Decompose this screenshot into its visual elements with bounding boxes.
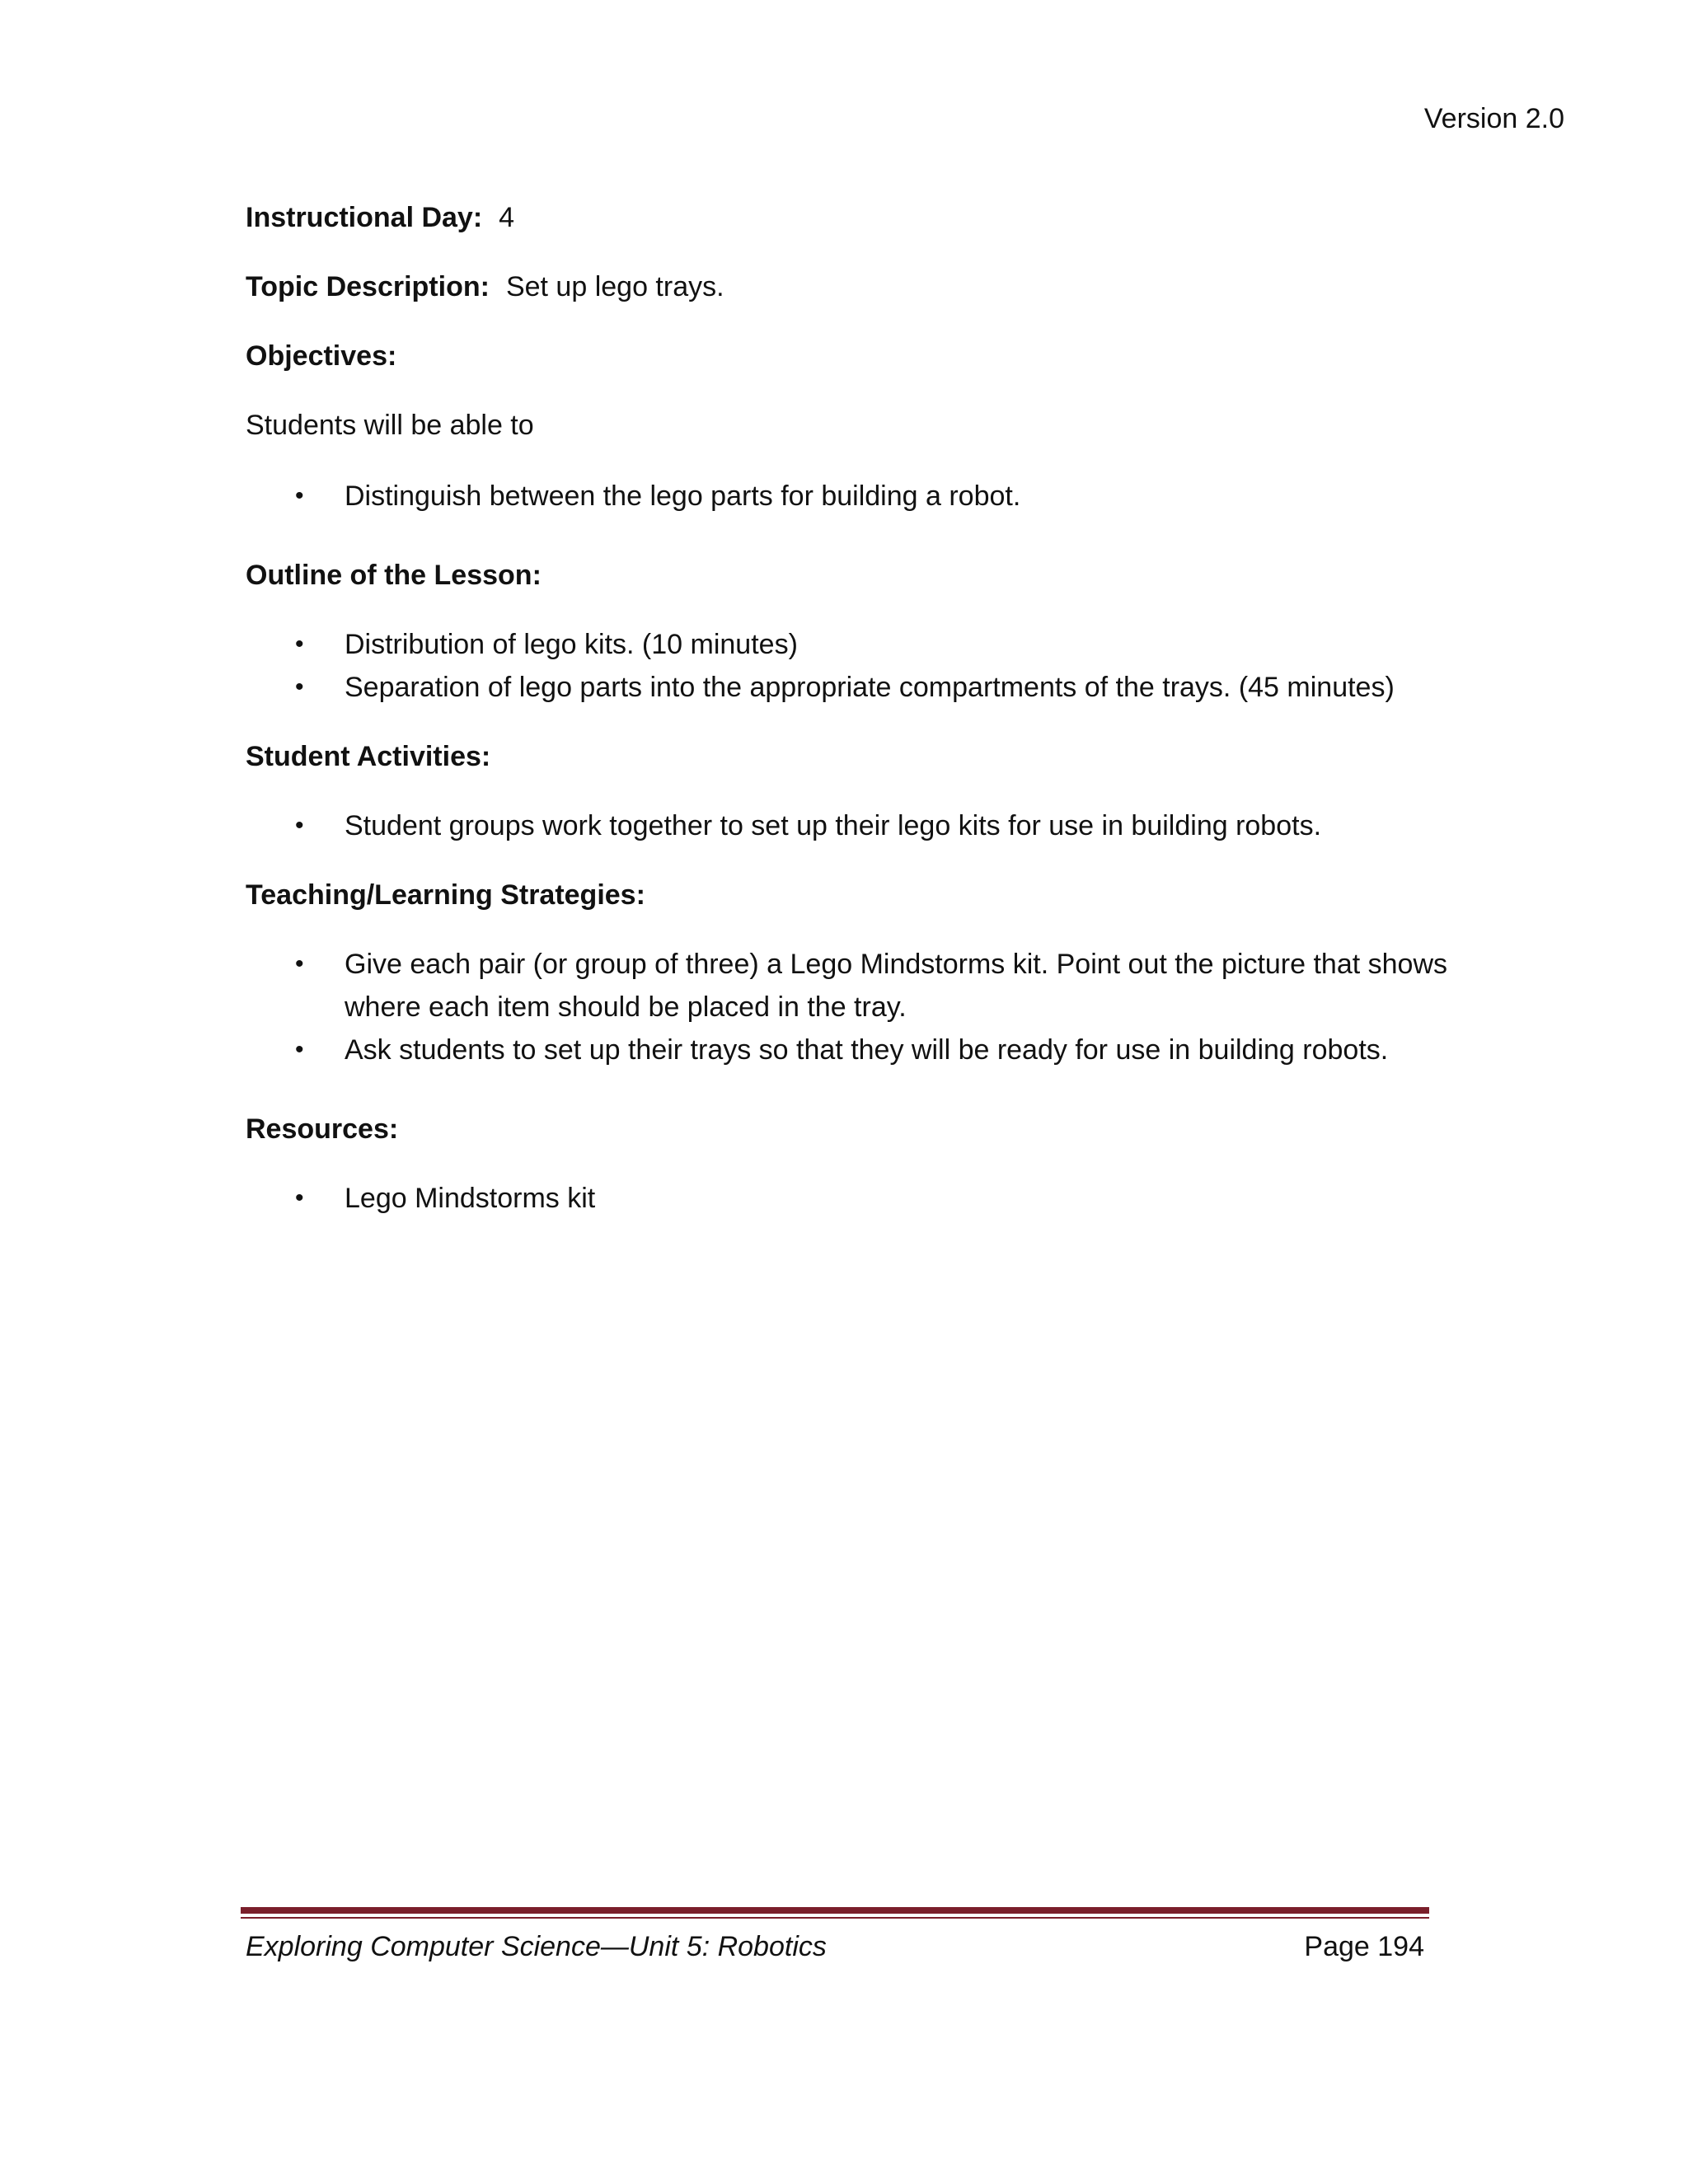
page-number: Page 194	[1304, 1931, 1424, 1962]
list-item	[246, 943, 1449, 1029]
instructional-day-value: 4	[499, 202, 515, 233]
resources-list	[246, 1177, 1449, 1220]
objectives-list	[246, 475, 1449, 518]
list-item-text: Ask students to set up their trays so that they will be ready for use in building robots.	[345, 1034, 1389, 1066]
version-label: Version 2.0	[1423, 103, 1564, 134]
lesson-content	[246, 196, 1449, 1256]
topic-description-line	[246, 265, 1449, 308]
list-item-text: Student groups work together to set up their lego kits for use in building robots.	[345, 810, 1322, 841]
footer-divider	[241, 1907, 1429, 1919]
bullet-icon: •	[295, 482, 304, 509]
list-item-text: Separation of lego parts into the appropriate compartments of the trays. (45 minutes)	[345, 672, 1395, 703]
strategies-list	[246, 943, 1449, 1071]
strategies-heading: Teaching/Learning Strategies:	[246, 879, 645, 911]
student-activities-list	[246, 804, 1449, 847]
list-item-text: Distinguish between the lego parts for building a robot.	[345, 480, 1021, 512]
list-item	[246, 804, 1449, 847]
list-item	[246, 623, 1449, 666]
bullet-icon: •	[295, 1184, 304, 1212]
topic-description-value: Set up lego trays.	[505, 271, 724, 302]
outline-heading: Outline of the Lesson:	[246, 560, 542, 591]
footer-divider-thick	[241, 1907, 1429, 1914]
list-item	[246, 1177, 1449, 1220]
objectives-heading: Objectives:	[246, 340, 397, 372]
bullet-icon: •	[295, 812, 304, 839]
student-activities-heading: Student Activities:	[246, 741, 491, 772]
outline-list	[246, 623, 1449, 709]
resources-heading: Resources:	[246, 1113, 399, 1145]
objectives-intro: Students will be able to	[246, 410, 534, 441]
footer-divider-thin	[241, 1917, 1429, 1919]
bullet-icon: •	[295, 1036, 304, 1063]
list-item	[246, 1029, 1449, 1071]
bullet-icon: •	[295, 630, 304, 658]
list-item-text: Give each pair (or group of three) a Lego Mindstorms kit. Point out the picture that shows where each item should be placed in the tray.	[345, 949, 1448, 1023]
list-item	[246, 666, 1449, 709]
topic-description-label: Topic Description:	[246, 271, 490, 302]
bullet-icon: •	[295, 673, 304, 701]
list-item	[246, 475, 1449, 518]
list-item-text: Distribution of lego kits. (10 minutes)	[345, 629, 798, 660]
instructional-day-line	[246, 196, 1449, 239]
bullet-icon: •	[295, 950, 304, 977]
footer-title: Exploring Computer Science—Unit 5: Robotics	[246, 1931, 827, 1962]
instructional-day-label: Instructional Day:	[246, 202, 483, 233]
list-item-text: Lego Mindstorms kit	[345, 1183, 596, 1214]
